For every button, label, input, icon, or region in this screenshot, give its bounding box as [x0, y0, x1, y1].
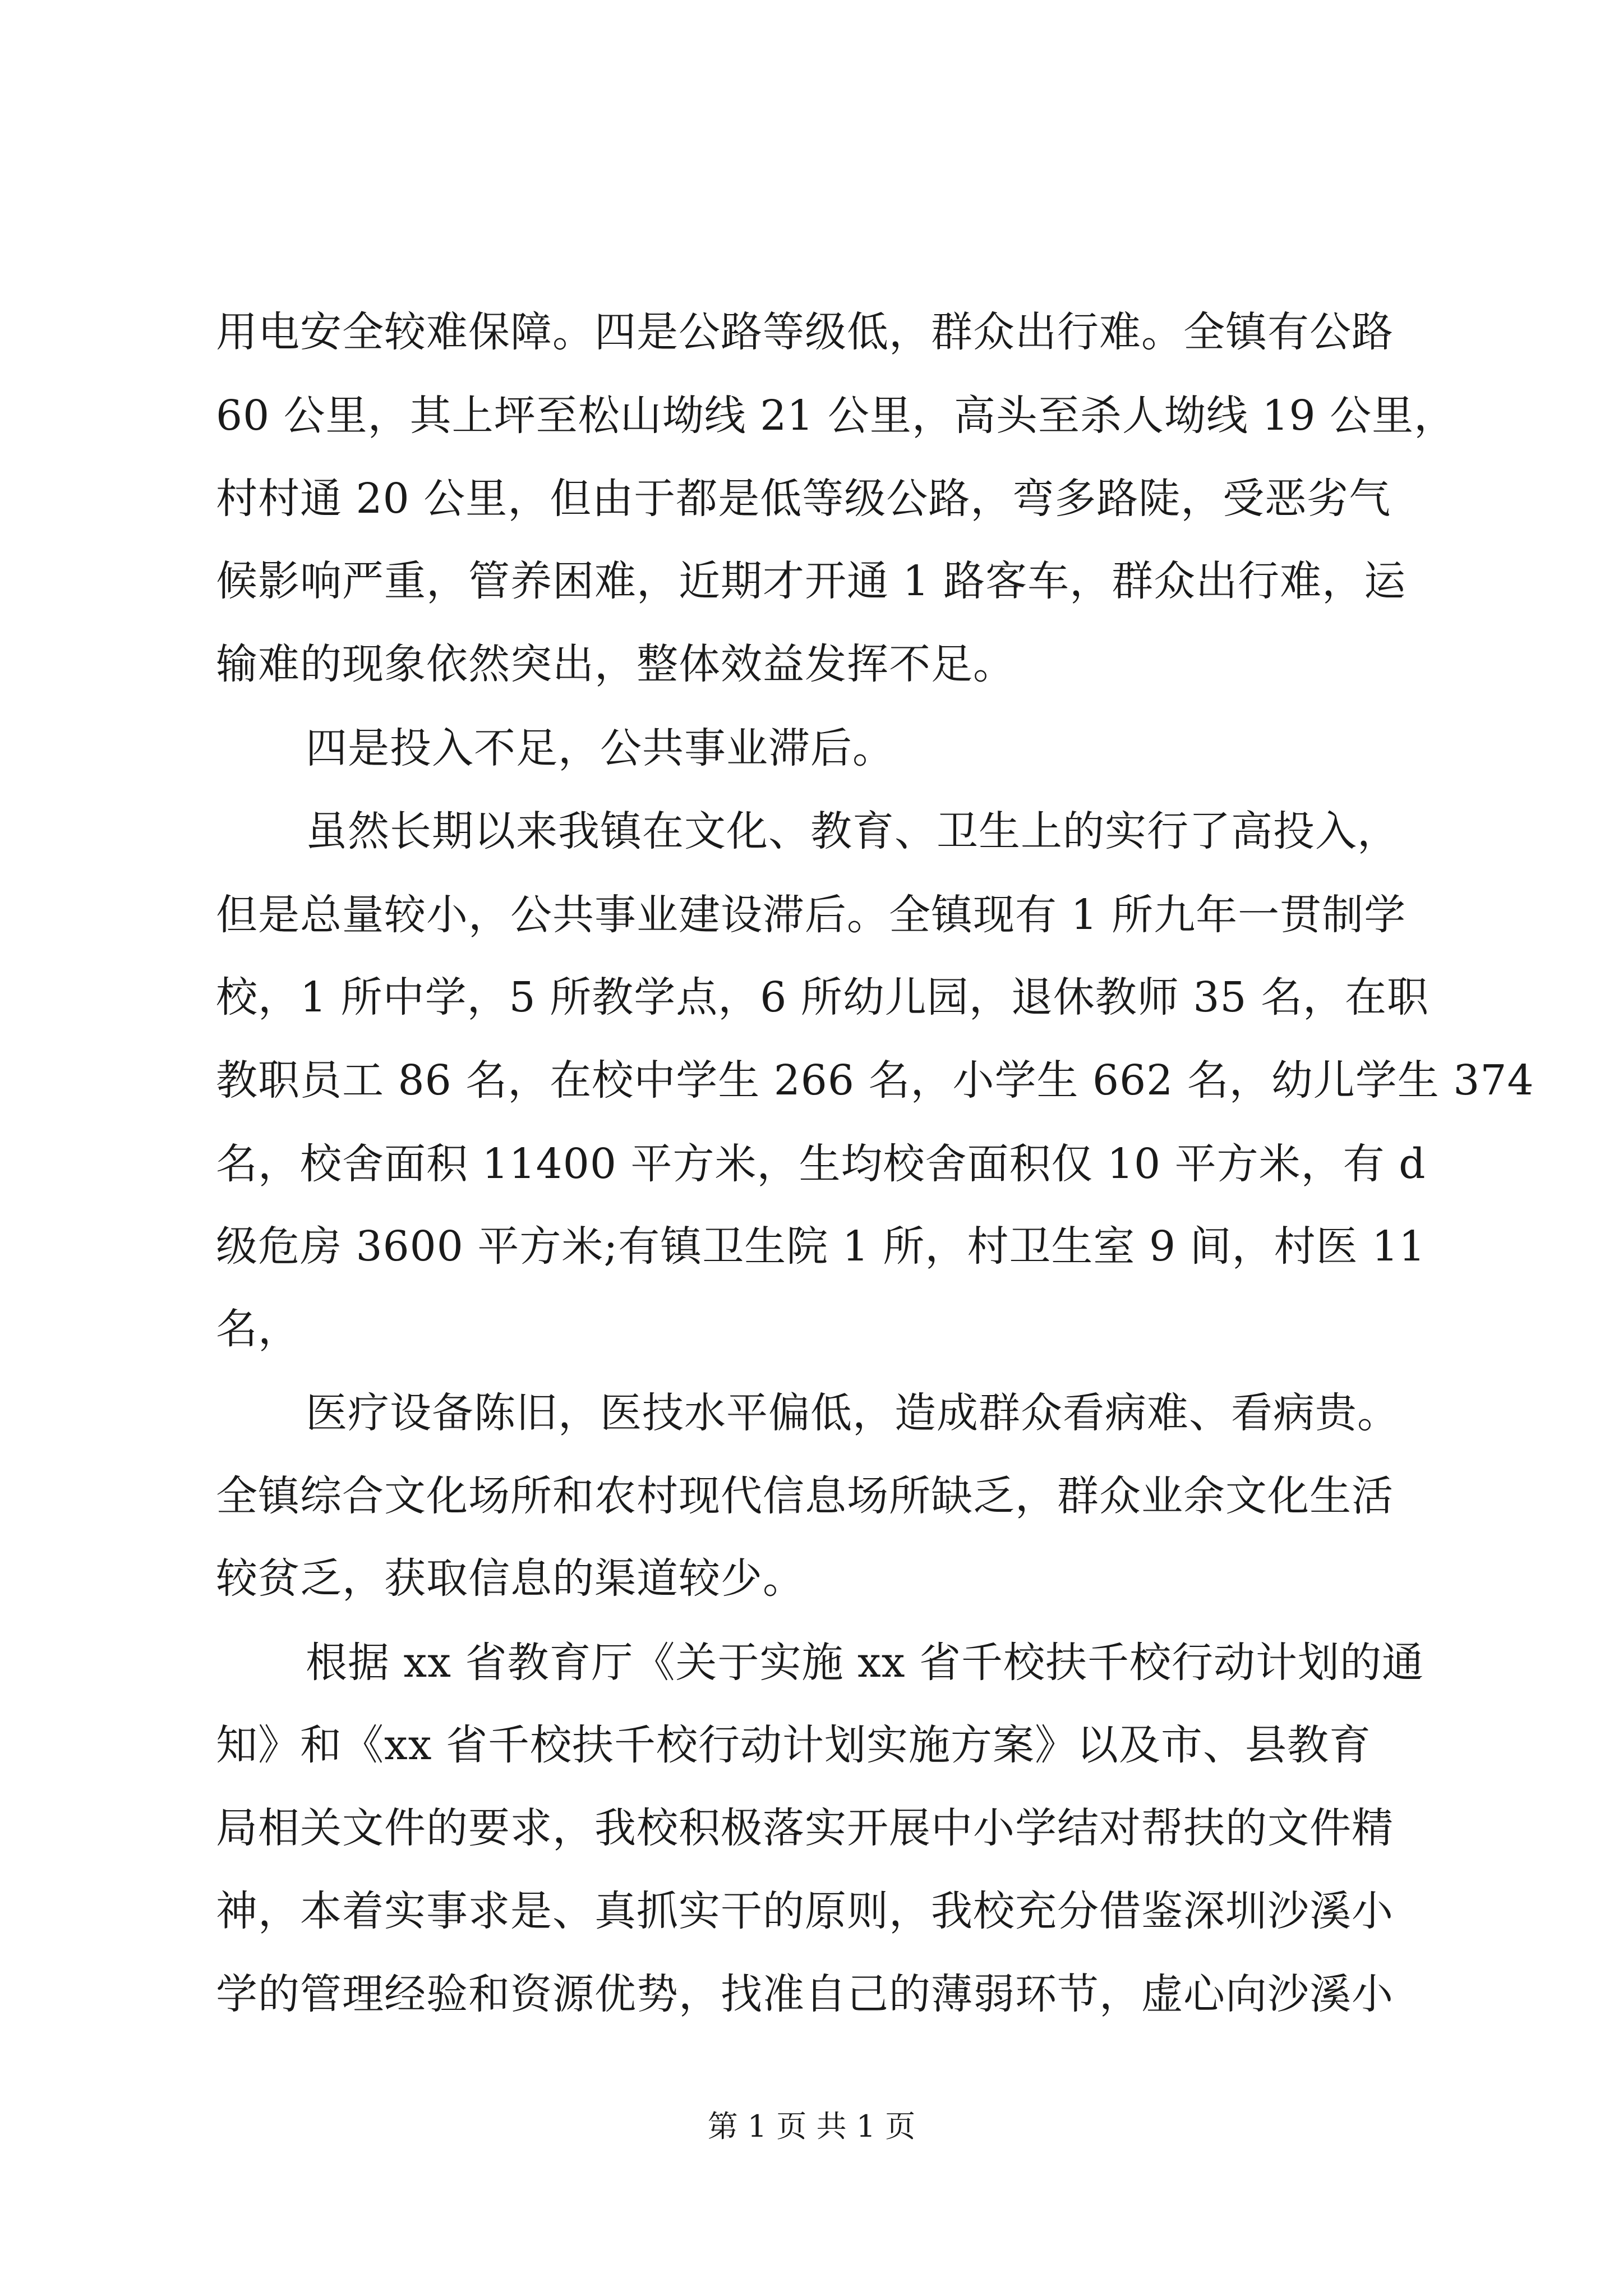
text-line: 校，1 所中学，5 所教学点，6 所幼儿园，退休教师 35 名，在职	[216, 973, 1430, 1022]
text-line: 级危房 3600 平方米;有镇卫生院 1 所，村卫生室 9 间，村医 11	[216, 1222, 1426, 1271]
text-line: 教职员工 86 名，在校中学生 266 名，小学生 662 名，幼儿学生 374	[216, 1056, 1534, 1105]
text-line: 但是总量较小，公共事业建设滞后。全镇现有 1 所九年一贯制学	[216, 891, 1407, 939]
text-line: 全镇综合文化场所和农村现代信息场所缺乏，群众业余文化生活	[216, 1472, 1394, 1520]
text-line: 候影响严重，管养困难，近期才开通 1 路客车，群众出行难，运	[216, 557, 1407, 605]
text-line: 名，	[216, 1305, 300, 1353]
paragraph-first-line: 医疗设备陈旧，医技水平偏低，造成群众看病难、看病贵。	[306, 1389, 1399, 1437]
paragraph-first-line: 四是投入不足，公共事业滞后。	[306, 724, 895, 772]
text-line: 局相关文件的要求，我校积极落实开展中小学结对帮扶的文件精	[216, 1804, 1394, 1852]
text-line: 知》和《xx 省千校扶千校行动计划实施方案》以及市、县教育	[216, 1721, 1371, 1769]
text-line: 用电安全较难保障。四是公路等级低，群众出行难。全镇有公路	[216, 308, 1394, 356]
text-line: 输难的现象依然突出，整体效益发挥不足。	[216, 640, 1015, 688]
text-line: 名，校舍面积 11400 平方米，生均校舍面积仅 10 平方米，有 d	[216, 1140, 1426, 1188]
text-line: 学的管理经验和资源优势，找准自己的薄弱环节，虚心向沙溪小	[216, 1970, 1394, 2018]
text-line: 村村通 20 公里，但由于都是低等级公路，弯多路陡，受恶劣气	[216, 475, 1391, 523]
text-line: 较贫乏，获取信息的渠道较少。	[216, 1554, 805, 1603]
paragraph-first-line: 根据 xx 省教育厅《关于实施 xx 省千校扶千校行动计划的通	[306, 1639, 1424, 1687]
text-line: 神，本着实事求是、真抓实干的原则，我校充分借鉴深圳沙溪小	[216, 1887, 1394, 1935]
text-line: 60 公里，其上坪至松山坳线 21 公里，高头至杀人坳线 19 公里，	[216, 392, 1456, 440]
paragraph-first-line: 虽然长期以来我镇在文化、教育、卫生上的实行了高投入，	[306, 807, 1399, 855]
page-footer: 第 1 页 共 1 页	[707, 2109, 916, 2144]
